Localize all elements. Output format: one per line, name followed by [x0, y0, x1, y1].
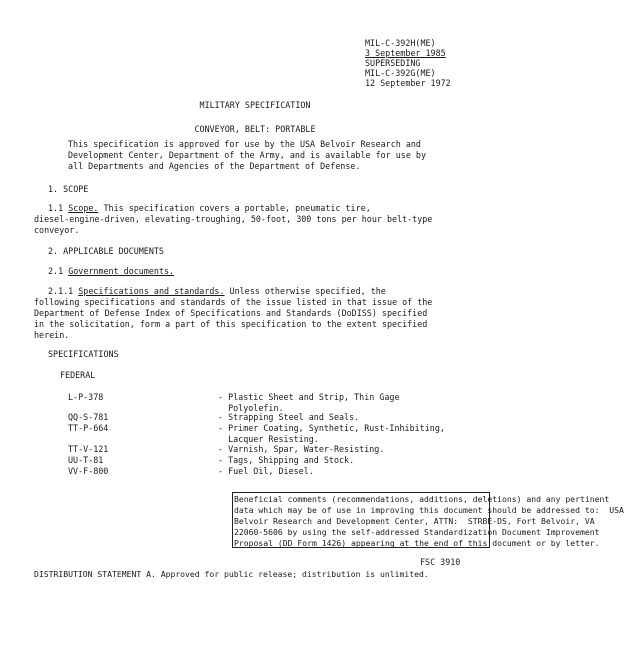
spec-description: - Plastic Sheet and Strip, Thin Gage Polyolefin. [218, 392, 400, 413]
page-subtitle: CONVEYOR, BELT: PORTABLE [194, 124, 316, 134]
section-2-heading: 2. APPLICABLE DOCUMENTS [48, 246, 164, 256]
specs-standards-text-first: Unless otherwise specified, the [224, 286, 386, 296]
scope-paragraph [34, 203, 432, 236]
spec-description: - Tags, Shipping and Stock. [218, 455, 355, 465]
scope-number: 1.1 [48, 203, 64, 213]
spec-description: - Varnish, Spar, Water-Resisting. [218, 444, 385, 454]
spec-code: VV-F-800 [68, 466, 109, 476]
spec-description: - Strapping Steel and Seals. [218, 412, 360, 422]
gov-docs-label: Government documents. [68, 266, 175, 276]
spec-code: QQ-S-781 [68, 412, 109, 422]
spec-code: UU-T-81 [68, 455, 104, 465]
federal-heading: FEDERAL [60, 370, 96, 380]
comments-box-text: Beneficial comments (recommendations, additions, deletions) and any pertinent data which may be of use in improving this document should be addressed to: USA Belvoir Research and Development Center, ATTN: STRBE-DS, Fort Belvoir, VA 22060-5606 by using the self-addressed Standardization Document Improvement Proposal (DD Form 1426) appearing at the end of this document or by letter. [234, 494, 624, 548]
specs-standards-label: Specifications and standards. [78, 286, 225, 296]
gov-docs-number: 2.1 [48, 266, 64, 276]
superseding-label: SUPERSEDING [365, 58, 421, 68]
spec-code: TT-P-664 [68, 423, 109, 433]
section-1-heading: 1. SCOPE [48, 184, 89, 194]
distribution-statement: DISTRIBUTION STATEMENT A. Approved for public release; distribution is unlimited. [34, 569, 429, 579]
spec-description: - Primer Coating, Synthetic, Rust-Inhibiting, Lacquer Resisting. [218, 423, 445, 444]
specifications-heading: SPECIFICATIONS [48, 349, 119, 359]
approval-paragraph: This specification is approved for use by the USA Belvoir Research and Development Center, Department of the Army, and is available for use by all Departments and Agencies of the Department of Defense. [68, 139, 426, 171]
doc-date: 3 September 1985 [365, 48, 446, 58]
government-documents-heading [48, 266, 174, 277]
scope-text: This specification covers a portable, pneumatic tire, diesel-engine-driven, elevating-troughing, 50-foot, 300 tons per hour belt-type conveyor. [34, 203, 433, 235]
doc-number: MIL-C-392H(ME) [365, 38, 436, 48]
specs-standards-text-rest: following specifications and standards of the issue listed in that issue of the Department of Defense Index of Specifications and Standards (DoDISS) specified in the solicitation, form a part of this specification to the extent specified herein. [34, 297, 433, 340]
superseded-doc-number: MIL-C-392G(ME) [365, 68, 436, 78]
spec-code: L-P-378 [68, 392, 104, 402]
scope-label: Scope. [68, 203, 99, 213]
spec-description: - Fuel Oil, Diesel. [218, 466, 314, 476]
fsc-number: FSC 3910 [420, 557, 461, 567]
spec-code: TT-V-121 [68, 444, 109, 454]
page-title: MILITARY SPECIFICATION [199, 100, 311, 110]
specs-standards-number: 2.1.1 [48, 286, 74, 296]
superseded-doc-date: 12 September 1972 [365, 78, 451, 88]
specs-standards-first-line [48, 286, 386, 297]
